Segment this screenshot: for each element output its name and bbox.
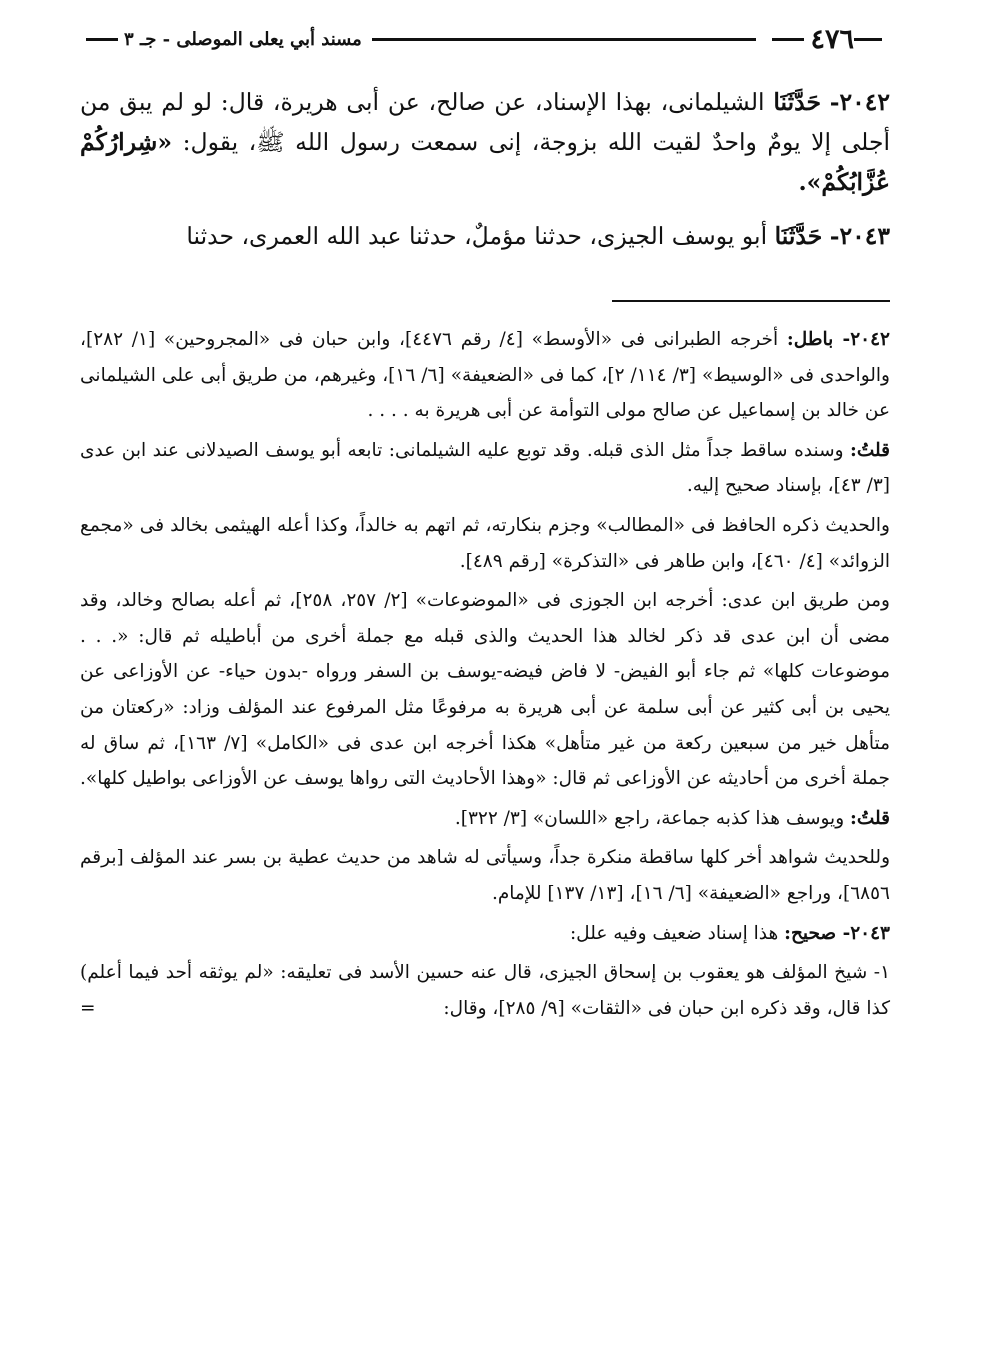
note-2043 [80,916,890,952]
hadith-number: ٢٠٤٢- [829,88,890,116]
note-label: قلتُ: [850,439,890,461]
running-header [80,22,890,56]
hadith-text: أبو يوسف الجيزى، حدثنا مؤملٌ، حدثنا عبد الله العمرى، حدثنا [186,222,768,250]
header-rule-right [854,38,882,41]
note-text: ومن طريق ابن عدى: أخرجه ابن الجوزى فى «الموضوعات» [٢/ ٢٥٧، ٢٥٨]، ثم أعله بصالح وخالد، وقد مضى أن ابن عدى قد ذكر لخالد هذا الحديث والذى قبله مع جملة أخرى من أباطيله ثم قال: «. . . موضوعات كلها» ثم جاء أبو الفيض- لا فاض فيضه-يوسف بن السفر ورواه -بدون حياء- عن الأوزاعى عن يحيى بن أبى كثير عن أبى سلمة عن أبى هريرة به مرفوعًا مثل المرفوع عند المؤلف وزاد: «ركعتان من متأهل خير من سبعين ركعة من غير متأهل» هكذا أخرجه ابن عدى فى «الكامل» [٧/ ١٦٣]، ثم ساق له جملة أخرى من أحاديثه عن الأوزاعى ثم قال: «وهذا الأحاديث التى رواها يوسف عن الأوزاعى بواطيل كلها». [80,590,890,790]
hadith-2043 [80,216,890,256]
narration-verb: حَدَّثَنَا [773,88,821,116]
note-text: وللحديث شواهد أخر كلها ساقطة منكرة جداً، وسيأتى له شاهد من حديث عطية بن بسر عند المؤلف [برقم ٦٨٥٦]، وراجع «الضعيفة» [٦/ ١٦]، [١٣/ ١٣٧] للإمام. [80,847,890,904]
hadith-text: الشيلمانى، بهذا الإسناد، عن صالح، عن أبى هريرة، قال: لو لم يبق من أجلى إلا يومٌ واحدٌ لقيت الله بزوجة، إنى سمعت رسول الله ﷺ، يقول: [80,88,890,156]
main-text [80,82,890,270]
header-rule-long [372,38,757,41]
footnotes [80,322,890,1030]
note-2042 [80,322,890,429]
book-title: مسند أبي يعلى الموصلى - جـ ٣ [124,28,362,50]
note-label: ٢٠٤٢- باطل: [786,329,890,350]
hadith-number: ٢٠٤٣- [829,222,890,250]
note-shawahid [80,840,890,911]
header-rule-left [86,38,118,41]
header-rule-short [772,38,804,41]
note-text: وسنده ساقط جداً مثل الذى قبله. وقد توبع عليه الشيلمانى: تابعه أبو يوسف الصيدلانى عند ابن عدى [٣/ ٤٣]، بإسناد صحيح إليه. [80,439,890,497]
note-label: قلتُ: [850,807,890,829]
note-qultu-1 [80,433,890,504]
continuation-mark: = [80,997,96,1019]
note-text: أخرجه الطبرانى فى «الأوسط» [٤/ رقم ٤٤٧٦]، وابن حبان فى «المجروحين» [١/ ٢٨٢]، والواحدى فى «الوسيط» [٣/ ١١٤/ ٢]، كما فى «الضعيفة» [٦/ ١٦]، وغيرهم، من طريق أبى على الشيلمانى عن خالد بن إسماعيل عن صالح مولى التوأمة عن أبى هريرة به . . . . [80,329,890,422]
footnote-separator [612,300,890,302]
note-illa-1 [80,955,890,1026]
note-text: ويوسف هذا كذبه جماعة، راجع «اللسان» [٣/ ٣٢٢]. [454,807,845,829]
note-qultu-2 [80,801,890,837]
note-text: ١- شيخ المؤلف هو يعقوب بن إسحاق الجيزى، قال عنه حسين الأسد فى تعليقه: «لم يوثقه أحد فيما أعلم) كذا قال، وقد ذكره ابن حبان فى «الثقات» [٩/ ٢٨٥]، وقال: [80,962,890,1019]
narration-verb: حَدَّثَنَا [774,222,823,250]
note-label: ٢٠٤٣- صحيح: [784,922,890,944]
note-text: هذا إسناد ضعيف وفيه علل: [569,922,779,944]
hadith-quote: «شِرارُكُمْ عُزَّابُكُمْ». [80,128,890,196]
page-number: ٤٧٦ [810,23,854,55]
note-ibn-adi [80,583,890,797]
note-hafiz [80,508,890,579]
note-text: والحديث ذكره الحافظ فى «المطالب» وجزم بنكارته، ثم اتهم به خالداً، وكذا أعله الهيثمى بخالد فى «مجمع الزوائد» [٤/ ٤٦٠]، وابن طاهر فى «التذكرة» [رقم ٤٨٩]. [80,514,890,572]
hadith-2042 [80,82,890,202]
